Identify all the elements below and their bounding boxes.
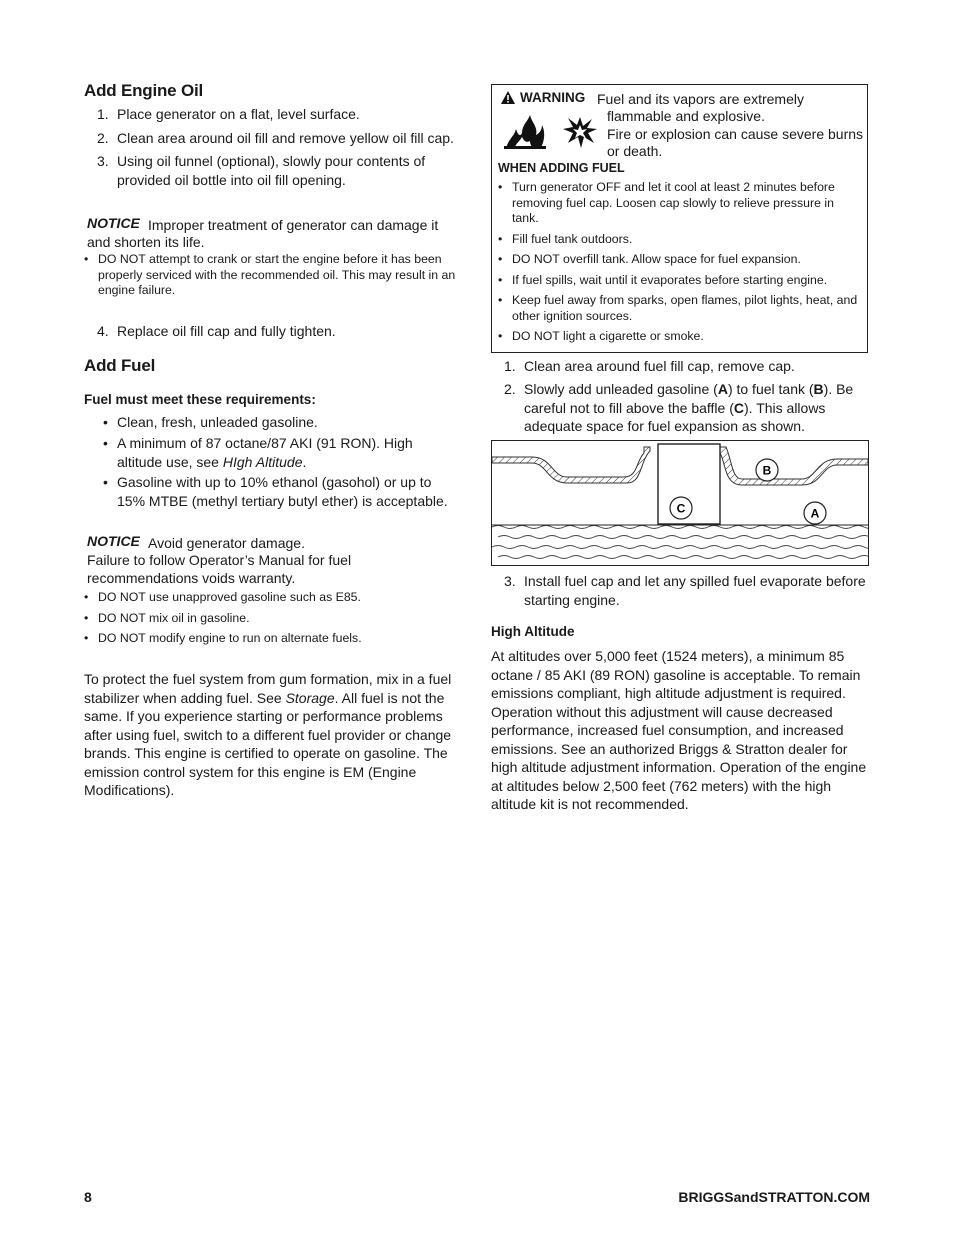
warning-subheading: WHEN ADDING FUEL: [498, 161, 625, 175]
bullet-dot: •: [84, 631, 89, 645]
fuel-tank-illustration: [492, 441, 868, 565]
warning-bullet: Keep fuel away from sparks, open flames, pilot lights, heat, and other ignition sources.: [512, 293, 858, 323]
notice-bullet: DO NOT modify engine to run on alternate fuels.: [98, 631, 362, 645]
bullet-dot: •: [84, 611, 89, 625]
step-number: 1.: [504, 358, 516, 374]
bullet-dot: •: [498, 329, 503, 343]
step-text: Replace oil fill cap and fully tighten.: [117, 323, 336, 339]
warning-bullet: DO NOT light a cigarette or smoke.: [512, 329, 704, 343]
req-text: A minimum of 87 octane/87 AKI (91 RON). High altitude use, see HIgh Altitude.: [117, 435, 413, 470]
step-text: Clean area around fuel fill cap, remove cap.: [524, 358, 795, 374]
step-text: Slowly add unleaded gasoline (A) to fuel tank (B). Be careful not to fill above the baffle (C). This allows adequate space for fuel expansion as shown.: [524, 381, 854, 434]
fuel-heading: Add Fuel: [84, 356, 156, 375]
notice-text: Improper treatment of generator can damage it: [148, 217, 439, 233]
storage-reference[interactable]: Storage: [285, 689, 335, 706]
bullet-dot: •: [103, 435, 108, 451]
step-number: 2.: [504, 381, 516, 397]
warning-text: Fire or explosion can cause severe burns: [607, 126, 864, 142]
callout-a: [804, 502, 826, 524]
warning-text: flammable and explosive.: [607, 108, 765, 124]
callout-c: [670, 497, 692, 519]
step-text: Place generator on a flat, level surface.: [117, 106, 360, 122]
bullet-dot: •: [498, 232, 503, 246]
fuel-paragraph: To protect the fuel system from gum formation, mix in a fuel stabilizer when adding fuel. See Storage. All fuel is not the same. If you experience starting or performance problems after using fuel, switch to a different fuel provider or change brands. This engine is certified to operate on gasoline. The emission control system for this engine is EM (Engine Modifications).: [84, 671, 452, 798]
bullet-dot: •: [103, 474, 108, 490]
warning-text: Fuel and its vapors are extremely: [597, 91, 804, 107]
notice-text: and shorten its life.: [87, 234, 205, 250]
warning-bullet: Fill fuel tank outdoors.: [512, 232, 633, 246]
bullet-dot: •: [498, 180, 503, 194]
bullet-dot: •: [84, 590, 89, 604]
warning-text: or death.: [607, 143, 663, 159]
fuel-req-heading: Fuel must meet these requirements:: [84, 392, 316, 407]
req-text: Clean, fresh, unleaded gasoline.: [117, 414, 318, 430]
warning-bullet: DO NOT overfill tank. Allow space for fuel expansion.: [512, 252, 801, 266]
step-number: 3.: [504, 573, 516, 589]
notice-text: recommendations voids warranty.: [87, 570, 296, 586]
notice-bullet: DO NOT use unapproved gasoline such as E85.: [98, 590, 361, 604]
callout-b: [756, 459, 778, 481]
req-text: Gasoline with up to 10% ethanol (gasohol) or up to 15% MTBE (methyl tertiary butyl ether) is acceptable.: [117, 474, 448, 509]
step-text: Using oil funnel (optional), slowly pour contents of provided oil bottle into oil fill opening.: [117, 153, 426, 188]
notice-text: Avoid generator damage.: [148, 535, 305, 551]
warning-triangle-icon: [501, 91, 515, 104]
svg-text:C: C: [676, 501, 686, 516]
high-altitude-text: At altitudes over 5,000 feet (1524 meters), a minimum 85 octane / 85 AKI (89 RON) gasoline is acceptable. To remain emissions compliant, high altitude adjustment is required. Operation without this adjustment will cause decreased performance, increased fuel consumption, and increased emissions. See an authorized Briggs & Stratton dealer for high altitude adjustment information. Operation of the engine at altitudes below 2,500 feet (762 meters) with the high altitude kit is not recommended.: [491, 648, 867, 812]
notice-label: NOTICE: [87, 533, 140, 549]
fuel-tank-diagram: [491, 440, 869, 566]
oil-heading: Add Engine Oil: [84, 81, 204, 100]
warning-label: WARNING: [520, 90, 586, 105]
notice-bullet: DO NOT attempt to crank or start the engine before it has been properly serviced with the recommended oil. This may result in an engine failure.: [98, 252, 456, 297]
step-number: 2.: [97, 130, 109, 146]
fire-icon: [504, 115, 546, 149]
notice-label: NOTICE: [87, 215, 140, 231]
warning-bullet: If fuel spills, wait until it evaporates before starting engine.: [512, 273, 828, 287]
bullet-dot: •: [498, 273, 503, 287]
step-number: 3.: [97, 153, 109, 169]
high-altitude-reference[interactable]: HIgh Altitude: [222, 453, 303, 470]
warning-bullet: Turn generator OFF and let it cool at least 2 minutes before removing fuel cap. Loosen cap slowly to relieve pressure in tank.: [512, 180, 835, 225]
bullet-dot: •: [498, 252, 503, 266]
step-number: 4.: [97, 323, 109, 339]
high-altitude-heading: High Altitude: [491, 624, 575, 639]
explosion-icon: [562, 113, 598, 149]
step-text: Clean area around oil fill and remove yellow oil fill cap.: [117, 130, 454, 146]
step-text: Install fuel cap and let any spilled fuel evaporate before starting engine.: [524, 573, 866, 608]
bullet-dot: •: [498, 293, 503, 307]
website-link[interactable]: BRIGGSandSTRATTON.COM: [678, 1189, 870, 1205]
bullet-dot: •: [84, 252, 89, 266]
bullet-dot: •: [103, 414, 108, 430]
notice-bullet: DO NOT mix oil in gasoline.: [98, 611, 250, 625]
notice-text: Failure to follow Operator’s Manual for fuel: [87, 552, 352, 568]
step-number: 1.: [97, 106, 109, 122]
warning-box: [491, 84, 868, 353]
page-number: 8: [84, 1189, 92, 1205]
svg-text:B: B: [762, 463, 772, 478]
svg-text:A: A: [810, 506, 820, 521]
